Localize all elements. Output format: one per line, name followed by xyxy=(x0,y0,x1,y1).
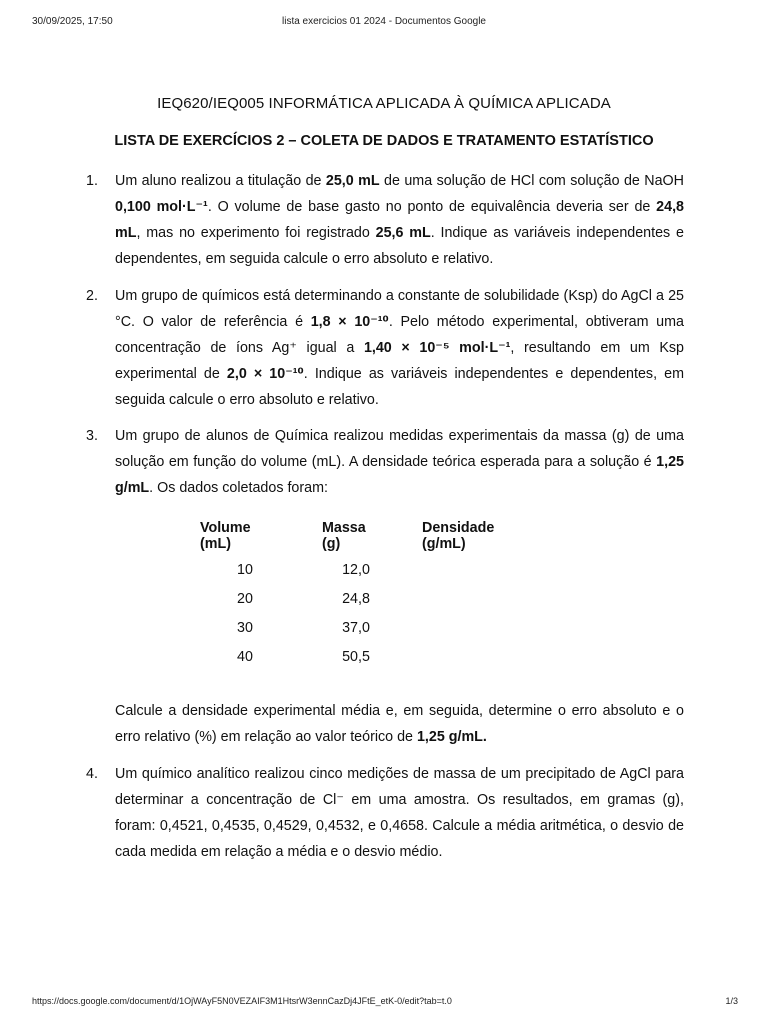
table-cell-mass: 50,5 xyxy=(342,649,370,665)
table-header-mass: Massa (g) xyxy=(322,520,366,552)
table-header-density: Densidade (g/mL) xyxy=(422,520,495,552)
table-cell-volume: 30 xyxy=(237,620,253,636)
question-3-instruction: Calcule a densidade experimental média e, em seguida, determine o erro absoluto e o erro relativo (%) em relação ao valor teórico de 1,25 g/mL. xyxy=(115,703,684,745)
table-cell-mass: 24,8 xyxy=(342,591,370,607)
print-datetime: 30/09/2025, 17:50 xyxy=(32,16,113,27)
question-number: 4. xyxy=(86,766,98,782)
question-number: 1. xyxy=(86,173,98,189)
table-cell-volume: 10 xyxy=(237,562,253,578)
course-title: IEQ620/IEQ005 INFORMÁTICA APLICADA À QUÍMICA APLICADA xyxy=(157,95,611,112)
print-doc-title: lista exercicios 01 2024 - Documentos Google xyxy=(282,16,486,27)
print-page-number: 1/3 xyxy=(725,996,738,1006)
question-text: Um grupo de químicos está determinando a constante de solubilidade (Ksp) do AgCl a 25 °C. O valor de referência é 1,8 × 10⁻¹⁰. Pelo método experimental, obtiveram uma concentração de íons Ag⁺ igual a 1,40 × 10⁻⁵ mol·L⁻¹, resultando em um Ksp experimental de 2,0 × 10⁻¹⁰. Indique as variáveis independentes e dependentes, em seguida calcule o erro absoluto e relativo. xyxy=(115,288,684,408)
table-cell-mass: 12,0 xyxy=(342,562,370,578)
print-url: https://docs.google.com/document/d/1OjWAyF5N0VEZAIF3M1HtsrW3ennCazDj4JFtE_etK-0/edit?tab=t.0 xyxy=(32,996,452,1006)
question-2 xyxy=(88,283,684,413)
question-1 xyxy=(88,168,684,272)
table-cell-volume: 20 xyxy=(237,591,253,607)
question-text: Um químico analítico realizou cinco medições de massa de um precipitado de AgCl para determinar a concentração de Cl⁻ em uma amostra. Os resultados, em gramas (g), foram: 0,4521, 0,4535, 0,4529, 0,4532, e 0,4658. Calcule a média aritmética, o desvio de cada medida em relação a média e o desvio médio. xyxy=(115,766,684,860)
table-cell-volume: 40 xyxy=(237,649,253,665)
question-text: Um aluno realizou a titulação de 25,0 mL de uma solução de HCl com solução de NaOH 0,100 mol·L⁻¹. O volume de base gasto no ponto de equivalência deveria ser de 24,8 mL, mas no experimento foi registrado 25,6 mL. Indique as variáveis independentes e dependentes, em seguida calcule o erro absoluto e relativo. xyxy=(115,173,684,267)
question-4 xyxy=(88,761,684,865)
question-text: Um grupo de alunos de Química realizou medidas experimentais da massa (g) de uma solução em função do volume (mL). A densidade teórica esperada para a solução é 1,25 g/mL. Os dados coletados foram: xyxy=(115,428,684,496)
table-cell-mass: 37,0 xyxy=(342,620,370,636)
question-number: 3. xyxy=(86,428,98,444)
question-3 xyxy=(88,423,684,501)
list-title: LISTA DE EXERCÍCIOS 2 – COLETA DE DADOS E TRATAMENTO ESTATÍSTICO xyxy=(114,133,654,149)
table-header-volume: Volume (mL) xyxy=(200,520,251,552)
question-number: 2. xyxy=(86,288,98,304)
